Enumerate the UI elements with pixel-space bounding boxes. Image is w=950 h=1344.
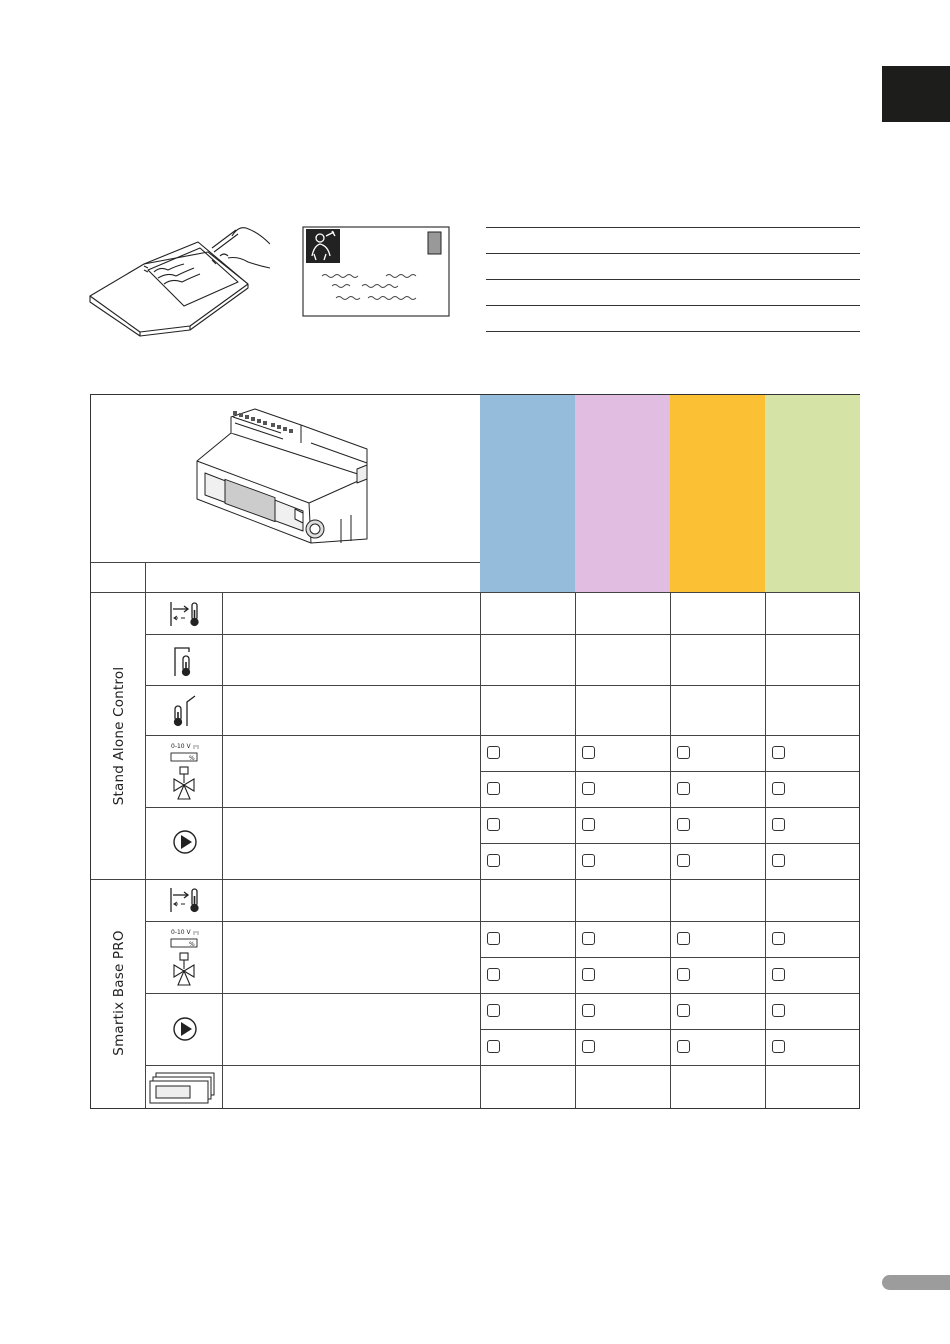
column-header-green: [765, 395, 860, 592]
config-checkbox[interactable]: [487, 1004, 500, 1017]
pump-icon: [172, 1016, 198, 1042]
return-temperature-icon: [171, 692, 199, 728]
write-in-line: [486, 279, 860, 280]
configuration-table: [90, 394, 860, 1109]
config-checkbox[interactable]: [772, 968, 785, 981]
valve-voltage-label: 0-10 V: [171, 743, 191, 750]
config-checkbox[interactable]: [487, 746, 500, 759]
config-checkbox[interactable]: [772, 854, 785, 867]
config-checkbox[interactable]: [487, 968, 500, 981]
valve-voltage-label: 0-10 V: [171, 929, 191, 936]
section-label-stand-alone: Stand Alone Control: [111, 666, 127, 806]
config-checkbox[interactable]: [582, 782, 595, 795]
config-checkbox[interactable]: [582, 746, 595, 759]
config-checkbox[interactable]: [677, 782, 690, 795]
write-in-line: [486, 227, 860, 228]
column-header-yellow: [670, 395, 765, 592]
config-checkbox[interactable]: [582, 818, 595, 831]
write-in-line: [486, 331, 860, 332]
controller-unit-illustration: [191, 403, 381, 553]
config-checkbox[interactable]: [677, 818, 690, 831]
valve-percent-label: %: [189, 755, 195, 762]
section-label-smartix: Smartix Base PRO: [111, 930, 127, 1056]
temperature-sensor-icon: [168, 886, 202, 914]
config-checkbox[interactable]: [487, 932, 500, 945]
installer-letter-illustration: [302, 226, 450, 318]
config-checkbox[interactable]: [582, 1004, 595, 1017]
config-checkbox[interactable]: [487, 782, 500, 795]
config-checkbox[interactable]: [582, 1040, 595, 1053]
config-checkbox[interactable]: [677, 1040, 690, 1053]
expansion-module-icon: [148, 1069, 220, 1107]
config-checkbox[interactable]: [487, 818, 500, 831]
config-checkbox[interactable]: [677, 932, 690, 945]
config-checkbox[interactable]: [772, 746, 785, 759]
supply-temperature-icon: [171, 642, 199, 678]
config-checkbox[interactable]: [582, 854, 595, 867]
config-checkbox[interactable]: [772, 782, 785, 795]
column-header-blue: [480, 395, 575, 592]
config-checkbox[interactable]: [582, 932, 595, 945]
config-checkbox[interactable]: [772, 932, 785, 945]
valve-actuator-icon: [165, 925, 205, 989]
column-header-pink: [575, 395, 670, 592]
language-tab: [882, 66, 950, 122]
config-checkbox[interactable]: [487, 1040, 500, 1053]
config-checkbox[interactable]: [677, 968, 690, 981]
valve-actuator-icon: [165, 739, 205, 803]
config-checkbox[interactable]: [487, 854, 500, 867]
manual-writing-illustration: [88, 222, 270, 338]
config-checkbox[interactable]: [677, 746, 690, 759]
pump-icon: [172, 829, 198, 855]
config-checkbox[interactable]: [582, 968, 595, 981]
write-in-line: [486, 253, 860, 254]
valve-percent-label: %: [189, 941, 195, 948]
temperature-sensor-icon: [168, 600, 202, 628]
config-checkbox[interactable]: [677, 854, 690, 867]
config-checkbox[interactable]: [677, 1004, 690, 1017]
config-checkbox[interactable]: [772, 1004, 785, 1017]
page-number-tab: [882, 1275, 950, 1290]
config-checkbox[interactable]: [772, 818, 785, 831]
config-checkbox[interactable]: [772, 1040, 785, 1053]
write-in-line: [486, 305, 860, 306]
